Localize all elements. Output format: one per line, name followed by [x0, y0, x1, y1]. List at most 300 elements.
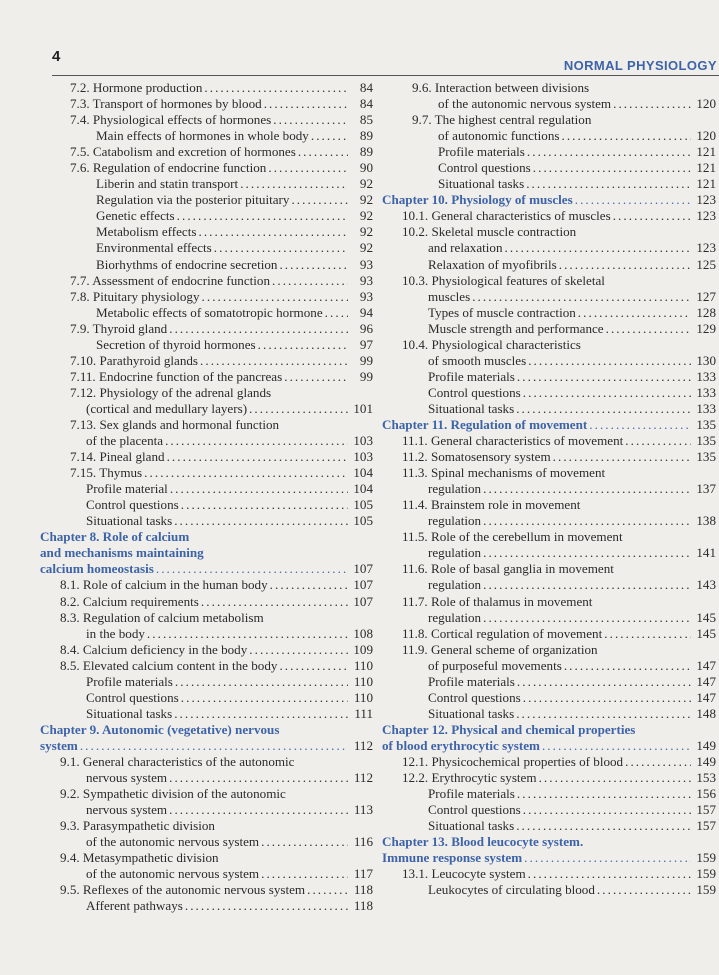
toc-entry [40, 144, 373, 160]
toc-page-number: 96 [359, 320, 373, 336]
toc-entry-title: 12.1. Physicochemical properties of blood [402, 753, 624, 769]
toc-entry [382, 353, 716, 369]
toc-entry-title: system [40, 737, 78, 753]
toc-chapter-entry [382, 850, 716, 866]
toc-entry [40, 449, 373, 465]
toc-leader-dots [517, 674, 691, 690]
toc-entry-title: 8.4. Calcium deficiency in the body [60, 641, 248, 657]
toc-entry-title: 9.2. Sympathetic division of the autonomic [60, 786, 286, 802]
toc-entry [40, 192, 373, 208]
toc-entry [382, 882, 716, 898]
toc-page-number: 94 [359, 304, 373, 320]
toc-entry [40, 802, 373, 818]
toc-page-number: 92 [359, 240, 373, 256]
toc-entry [40, 337, 373, 353]
toc-leader-dots [589, 417, 691, 433]
toc-entry-title: 11.6. Role of basal ganglia in movement [402, 561, 614, 577]
toc-page-number: 110 [353, 689, 373, 705]
toc-entry [382, 337, 716, 353]
toc-entry [382, 96, 716, 112]
toc-leader-dots [524, 850, 691, 866]
toc-entry [40, 112, 373, 128]
toc-page-number: 121 [696, 144, 716, 160]
toc-entry [40, 882, 373, 898]
toc-leader-dots [198, 224, 348, 240]
toc-leader-dots [561, 128, 691, 144]
toc-page-number: 110 [353, 673, 373, 689]
toc-leader-dots [261, 834, 348, 850]
toc-entry-title: Situational tasks [86, 513, 173, 529]
toc-entry [40, 321, 373, 337]
toc-entry-title: in the body [86, 625, 145, 641]
toc-entry-title: calcium homeostasis [40, 561, 154, 577]
toc-page-number: 105 [353, 513, 373, 529]
toc-leader-dots [273, 112, 348, 128]
toc-leader-dots [144, 465, 348, 481]
toc-entry-title: Situational tasks [428, 818, 515, 834]
toc-leader-dots [167, 449, 348, 465]
toc-entry-title: regulation [428, 545, 482, 561]
toc-chapter-entry [382, 192, 716, 208]
running-head: NORMAL PHYSIOLOGY [563, 58, 717, 73]
toc-entry [382, 866, 716, 882]
toc-page-number: 107 [353, 593, 373, 609]
toc-page-number: 147 [696, 673, 716, 689]
toc-entry-title: 7.2. Hormone production [70, 80, 203, 95]
toc-entry-title: 7.6. Regulation of endocrine function [70, 160, 267, 176]
toc-page-number: 128 [696, 304, 716, 320]
toc-entry-title: Control questions [86, 497, 179, 513]
toc-entry-title: Chapter 13. Blood leucocyte system. [382, 834, 584, 850]
toc-leader-dots [202, 289, 349, 305]
toc-entry [382, 594, 716, 610]
toc-entry [382, 433, 716, 449]
toc-entry-title: 9.3. Parasympathetic division [60, 818, 215, 834]
toc-entry-title: 7.14. Pineal gland [70, 449, 165, 465]
toc-entry [40, 834, 373, 850]
toc-entry [40, 401, 373, 417]
toc-page-number: 130 [696, 352, 716, 368]
toc-entry [382, 658, 716, 674]
toc-page-number: 118 [353, 898, 373, 914]
toc-page-number: 121 [696, 176, 716, 192]
toc-entry [382, 529, 716, 545]
toc-chapter-entry [382, 738, 716, 754]
toc-page-number: 89 [359, 128, 373, 144]
toc-leader-dots [553, 449, 691, 465]
toc-entry [40, 690, 373, 706]
toc-entry [40, 208, 373, 224]
toc-entry [40, 417, 373, 433]
toc-entry-title: and mechanisms maintaining [40, 545, 204, 561]
toc-entry [40, 818, 373, 834]
toc-entry [40, 273, 373, 289]
toc-leader-dots [483, 610, 691, 626]
toc-chapter-entry [382, 417, 716, 433]
toc-leader-dots [204, 80, 348, 96]
toc-leader-dots [505, 240, 691, 256]
toc-page-number: 135 [696, 416, 716, 432]
toc-entry [40, 80, 373, 96]
toc-leader-dots [169, 321, 348, 337]
toc-entry [382, 449, 716, 465]
toc-leader-dots [528, 866, 691, 882]
toc-entry-title: regulation [428, 513, 482, 529]
toc-entry-title: and relaxation [428, 240, 503, 256]
toc-entry-title: 8.2. Calcium requirements [60, 593, 199, 609]
toc-leader-dots [174, 706, 348, 722]
toc-entry-title: 9.5. Reflexes of the autonomic nervous system [60, 882, 306, 898]
toc-entry-title: 11.3. Spinal mechanisms of movement [402, 465, 606, 481]
toc-leader-dots [483, 545, 691, 561]
page-number: 4 [52, 48, 61, 65]
toc-entry [382, 321, 716, 337]
toc-entry [40, 577, 373, 593]
toc-leader-dots [559, 257, 691, 273]
toc-page-number: 105 [353, 497, 373, 513]
toc-entry [382, 626, 716, 642]
toc-leader-dots [279, 257, 348, 273]
toc-page-number: 137 [696, 481, 716, 497]
toc-entry-title: regulation [428, 609, 482, 625]
toc-entry-title: 11.8. Cortical regulation of movement [402, 625, 603, 641]
toc-entry-title: Muscle strength and performance [428, 320, 604, 336]
toc-chapter-entry [40, 722, 373, 738]
toc-page-number: 127 [696, 288, 716, 304]
toc-entry-title: 11.5. Role of the cerebellum in movement [402, 529, 623, 545]
toc-chapter-entry [382, 722, 716, 738]
toc-entry-title: Afferent pathways [86, 898, 183, 914]
toc-entry-title: 7.12. Physiology of the adrenal glands [70, 384, 272, 400]
toc-leader-dots [291, 192, 348, 208]
toc-leader-dots [249, 642, 348, 658]
toc-leader-dots [539, 770, 691, 786]
toc-entry-title: Metabolism effects [96, 224, 197, 240]
toc-page-number: 159 [696, 882, 716, 898]
toc-entry-title: 8.1. Role of calcium in the human body [60, 577, 268, 593]
toc-entry-title: 7.8. Pituitary physiology [70, 288, 200, 304]
toc-leader-dots [258, 337, 348, 353]
toc-entry [40, 610, 373, 626]
toc-leader-dots [526, 176, 691, 192]
toc-leader-dots [147, 626, 348, 642]
toc-page-number: 159 [696, 866, 716, 882]
toc-entry-title: 11.4. Brainstem role in movement [402, 497, 581, 513]
toc-page-number: 104 [353, 481, 373, 497]
toc-entry-title: Biorhythms of endocrine secretion [96, 256, 278, 272]
toc-entry-title: of smooth muscles [428, 352, 527, 368]
toc-leader-dots [604, 626, 691, 642]
toc-leader-dots [597, 882, 691, 898]
toc-leader-dots [625, 754, 691, 770]
toc-entry-title: 11.1. General characteristics of movement [402, 433, 624, 449]
toc-entry-title: 7.4. Physiological effects of hormones [70, 112, 272, 128]
toc-page-number: 148 [696, 705, 716, 721]
toc-entry [382, 610, 716, 626]
toc-leader-dots [516, 818, 691, 834]
toc-entry-title: 7.9. Thyroid gland [70, 320, 168, 336]
toc-page-number: 125 [696, 256, 716, 272]
toc-leader-dots [523, 385, 691, 401]
toc-entry-title: 9.6. Interaction between divisions [412, 80, 590, 95]
toc-page-number: 143 [696, 577, 716, 593]
toc-entry [40, 770, 373, 786]
toc-page-number: 159 [696, 850, 716, 866]
toc-page-number: 156 [696, 786, 716, 802]
toc-right-column [382, 80, 716, 898]
toc-leader-dots [279, 658, 348, 674]
toc-entry-title: of the autonomic nervous system [86, 834, 260, 850]
toc-entry [382, 289, 716, 305]
toc-entry [40, 369, 373, 385]
toc-entry-title: Chapter 8. Role of calcium [40, 529, 190, 545]
toc-entry [40, 754, 373, 770]
toc-page-number: 133 [696, 368, 716, 384]
toc-entry [382, 160, 716, 176]
toc-leader-dots [174, 513, 348, 529]
toc-entry-title: Situational tasks [428, 705, 515, 721]
toc-entry-title: Control questions [86, 689, 179, 705]
toc-page-number: 112 [353, 770, 373, 786]
toc-entry-title: 7.3. Transport of hormones by blood [70, 96, 262, 112]
toc-leader-dots [517, 786, 691, 802]
toc-entry-title: 10.2. Skeletal muscle contraction [402, 224, 577, 240]
toc-entry-title: Profile materials [438, 144, 525, 160]
toc-entry [382, 706, 716, 722]
toc-entry [40, 513, 373, 529]
toc-page-number: 123 [696, 208, 716, 224]
toc-entry [382, 690, 716, 706]
toc-leader-dots [311, 128, 348, 144]
toc-page-number: 118 [353, 882, 373, 898]
toc-entry-title: Chapter 9. Autonomic (vegetative) nervous [40, 721, 280, 737]
toc-entry-title: regulation [428, 481, 482, 497]
toc-entry [382, 802, 716, 818]
toc-entry [382, 642, 716, 658]
toc-leader-dots [606, 321, 691, 337]
toc-chapter-entry [40, 738, 373, 754]
toc-page-number: 107 [353, 561, 373, 577]
toc-page-number: 149 [696, 753, 716, 769]
toc-page-number: 92 [359, 208, 373, 224]
toc-entry-title: 9.4. Metasympathetic division [60, 850, 219, 866]
toc-entry-title: Environmental effects [96, 240, 212, 256]
toc-entry [40, 353, 373, 369]
toc-page-number: 121 [696, 160, 716, 176]
toc-entry-title: Secretion of thyroid hormones [96, 336, 256, 352]
toc-entry-title: Main effects of hormones in whole body [96, 128, 309, 144]
toc-entry-title: 11.7. Role of thalamus in movement [402, 593, 593, 609]
toc-chapter-entry [40, 545, 373, 561]
toc-page-number: 101 [353, 400, 373, 416]
toc-leader-dots [268, 160, 348, 176]
toc-page-number: 109 [353, 641, 373, 657]
toc-entry-title: of the autonomic nervous system [86, 866, 260, 882]
toc-left-column [40, 80, 373, 914]
toc-entry-title: 7.5. Catabolism and excretion of hormones [70, 144, 296, 160]
toc-entry [40, 160, 373, 176]
toc-entry [382, 465, 716, 481]
toc-leader-dots [517, 369, 691, 385]
toc-entry [40, 433, 373, 449]
toc-chapter-entry [40, 529, 373, 545]
toc-entry-title: 8.3. Regulation of calcium metabolism [60, 609, 264, 625]
toc-entry [382, 577, 716, 593]
toc-entry [382, 497, 716, 513]
toc-entry-title: 7.15. Thymus [70, 465, 143, 481]
toc-entry [40, 898, 373, 914]
toc-page-number: 84 [359, 96, 373, 112]
toc-entry-title: 8.5. Elevated calcium content in the body [60, 657, 278, 673]
toc-entry-title: 7.11. Endocrine function of the pancreas [70, 368, 283, 384]
toc-entry [382, 305, 716, 321]
toc-page-number: 120 [696, 96, 716, 112]
toc-entry-title: Control questions [438, 160, 531, 176]
toc-leader-dots [214, 240, 348, 256]
toc-leader-dots [472, 289, 691, 305]
toc-page-number: 153 [696, 770, 716, 786]
toc-entry [40, 305, 373, 321]
toc-leader-dots [613, 208, 691, 224]
toc-page-number: 138 [696, 513, 716, 529]
toc-page-number: 133 [696, 384, 716, 400]
toc-entry-title: Leukocytes of circulating blood [428, 882, 595, 898]
toc-page-number: 123 [696, 240, 716, 256]
toc-leader-dots [575, 192, 691, 208]
toc-entry-title: Regulation via the posterior pituitary [96, 192, 290, 208]
toc-entry [382, 385, 716, 401]
toc-entry [40, 626, 373, 642]
toc-entry-title: 7.10. Parathyroid glands [70, 352, 199, 368]
toc-leader-dots [564, 658, 691, 674]
toc-entry-title: 9.1. General characteristics of the autonomic [60, 753, 295, 769]
toc-entry-title: 10.4. Physiological characteristics [402, 336, 581, 352]
toc-entry-title: Profile materials [428, 673, 515, 689]
toc-entry [382, 273, 716, 289]
toc-entry [40, 224, 373, 240]
toc-entry [40, 257, 373, 273]
toc-entry-title: of purposeful movements [428, 657, 562, 673]
toc-entry [382, 224, 716, 240]
toc-entry-title: 12.2. Erythrocytic system [402, 770, 537, 786]
toc-entry [382, 818, 716, 834]
toc-leader-dots [298, 144, 348, 160]
toc-entry [40, 497, 373, 513]
toc-page-number: 110 [353, 657, 373, 673]
toc-entry [40, 481, 373, 497]
toc-entry-title: 11.9. General scheme of organization [402, 641, 598, 657]
toc-chapter-entry [382, 834, 716, 850]
toc-page-number: 103 [353, 449, 373, 465]
toc-entry-title: 7.13. Sex glands and hormonal function [70, 416, 280, 432]
toc-entry-title: Immune response system [382, 850, 523, 866]
toc-entry [382, 481, 716, 497]
toc-entry-title: Situational tasks [438, 176, 525, 192]
toc-entry [382, 176, 716, 192]
toc-entry-title: Chapter 12. Physical and chemical properties [382, 721, 636, 737]
toc-page-number: 104 [353, 465, 373, 481]
toc-entry-title: Situational tasks [428, 400, 515, 416]
toc-entry [40, 594, 373, 610]
toc-entry [40, 289, 373, 305]
toc-entry-title: Relaxation of myofibrils [428, 256, 557, 272]
toc-entry [382, 240, 716, 256]
toc-entry-title: of blood erythrocytic system [382, 737, 540, 753]
toc-entry-title: muscles [428, 288, 471, 304]
toc-entry [382, 754, 716, 770]
toc-page-number: 92 [359, 224, 373, 240]
toc-entry-title: Situational tasks [86, 705, 173, 721]
toc-leader-dots [181, 690, 348, 706]
toc-entry-title: Genetic effects [96, 208, 175, 224]
toc-entry [382, 770, 716, 786]
toc-leader-dots [264, 96, 348, 112]
header-rule [52, 75, 719, 76]
toc-entry-title: nervous system [86, 802, 168, 818]
toc-leader-dots [483, 481, 691, 497]
toc-leader-dots [185, 898, 348, 914]
toc-leader-dots [307, 882, 348, 898]
toc-entry-title: Types of muscle contraction [428, 304, 576, 320]
toc-leader-dots [272, 273, 348, 289]
toc-page-number: 93 [359, 256, 373, 272]
toc-leader-dots [325, 305, 348, 321]
toc-page-number: 107 [353, 577, 373, 593]
toc-entry-title: nervous system [86, 770, 168, 786]
toc-entry-title: Profile material [86, 481, 168, 497]
toc-entry-title: 13.1. Leucocyte system [402, 866, 526, 882]
toc-page-number: 90 [359, 160, 373, 176]
toc-page-number: 99 [359, 352, 373, 368]
toc-leader-dots [169, 802, 348, 818]
toc-entry [382, 208, 716, 224]
toc-entry [382, 674, 716, 690]
toc-leader-dots [516, 401, 691, 417]
toc-page-number: 111 [354, 705, 373, 721]
toc-page-number: 157 [696, 802, 716, 818]
toc-entry [40, 658, 373, 674]
toc-entry [40, 674, 373, 690]
toc-page-number: 133 [696, 400, 716, 416]
toc-page-number: 99 [359, 368, 373, 384]
toc-entry [382, 257, 716, 273]
toc-page-number: 84 [359, 80, 373, 95]
toc-leader-dots [249, 401, 348, 417]
toc-entry-title: 10.1. General characteristics of muscles [402, 208, 611, 224]
toc-leader-dots [200, 353, 348, 369]
toc-leader-dots [80, 738, 348, 754]
toc-page-number: 113 [353, 802, 373, 818]
toc-page-number: 145 [696, 625, 716, 641]
toc-page-number: 145 [696, 609, 716, 625]
toc-leader-dots [533, 160, 691, 176]
toc-entry [382, 513, 716, 529]
toc-leader-dots [528, 353, 691, 369]
toc-entry-title: 7.7. Assessment of endocrine function [70, 272, 271, 288]
toc-entry [382, 786, 716, 802]
toc-entry-title: Metabolic effects of somatotropic hormone [96, 304, 323, 320]
toc-entry-title: Profile materials [86, 673, 173, 689]
toc-entry [40, 642, 373, 658]
toc-entry-title: Control questions [428, 689, 521, 705]
toc-entry [40, 176, 373, 192]
toc-leader-dots [170, 481, 348, 497]
toc-leader-dots [156, 561, 348, 577]
toc-entry [382, 80, 716, 96]
toc-page-number: 93 [359, 272, 373, 288]
toc-leader-dots [578, 305, 691, 321]
toc-leader-dots [261, 866, 348, 882]
